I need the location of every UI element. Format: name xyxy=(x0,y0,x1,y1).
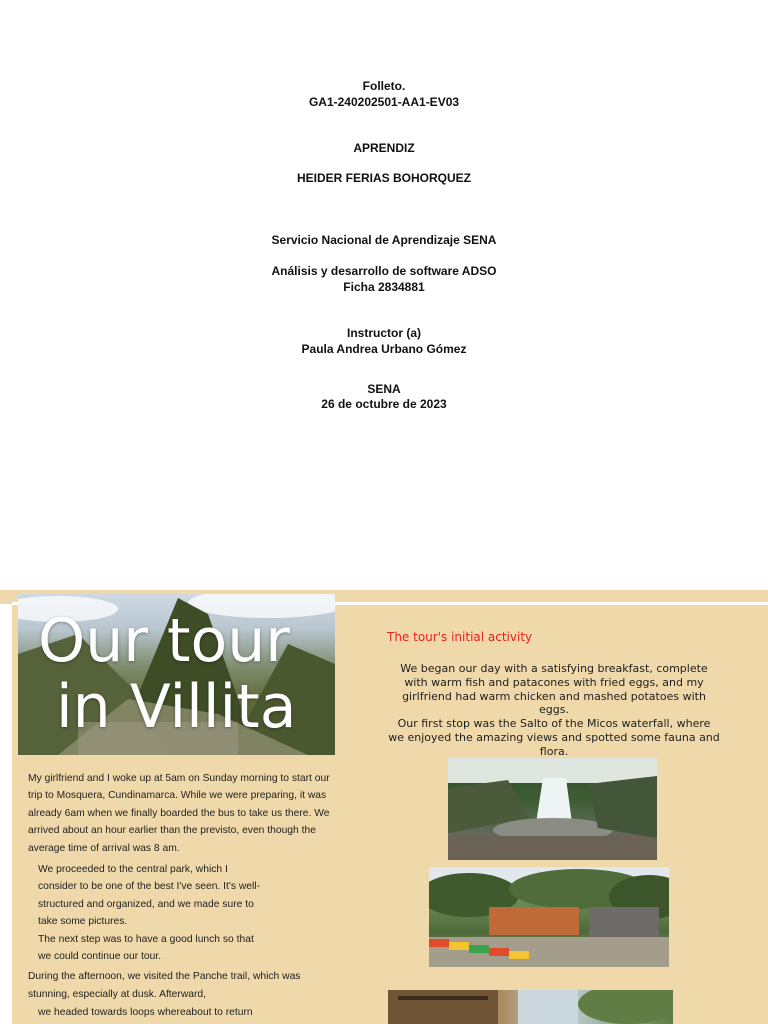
institution: Servicio Nacional de Aprendizaje SENA xyxy=(271,233,497,247)
hero-title-line2: in Villita xyxy=(56,672,297,742)
text-line: already 6am when we finally boarded the bus to take us there. We xyxy=(28,807,330,819)
left-paragraph-2 xyxy=(38,861,260,965)
text-line: arrived about an hour earlier than the previsto, even though the xyxy=(28,825,316,837)
doc-type: Folleto. xyxy=(362,79,406,93)
corner-mark xyxy=(0,594,10,604)
park-illustration xyxy=(429,867,669,967)
instructor-name: Paula Andrea Urbano Gómez xyxy=(301,342,467,356)
text-line: We proceeded to the central park, which I xyxy=(38,864,228,875)
brochure-page xyxy=(0,590,768,1024)
right-paragraph-2: Our first stop was the Salto of the Micos waterfall, where we enjoyed the amazing views and spotted some fauna and flora. xyxy=(388,717,720,758)
text-line: take some pictures. xyxy=(38,916,128,928)
role-label: APRENDIZ xyxy=(353,141,415,155)
ficha: Ficha 2834881 xyxy=(343,280,425,294)
hero-title-line1: Our tour xyxy=(38,606,290,676)
right-paragraph-1: We began our day with a satisfying breakfast, complete with warm fish and patacones with fried eggs, and my girlfriend had warm chicken and mashed potatoes with eggs. xyxy=(400,662,708,717)
text-line: structured and organized, and we made sure to xyxy=(38,898,254,910)
hero-image xyxy=(18,594,335,755)
waterfall-photo xyxy=(448,758,657,860)
trail-illustration xyxy=(388,990,673,1024)
text-line: trip to Mosquera, Cundinamarca. While we were preparing, it was xyxy=(28,790,327,802)
left-paragraph-3-line3: we headed towards loops whereabout to return xyxy=(38,1007,253,1018)
instructor-label: Instructor (a) xyxy=(346,326,421,340)
left-paragraph-3-line1: During the afternoon, we visited the Panche trail, which was xyxy=(28,971,301,982)
text-line: My girlfriend and I woke up at 5am on Sunday morning to start our xyxy=(28,773,330,784)
trail-photo xyxy=(388,990,673,1024)
organization: SENA xyxy=(367,382,401,396)
text-line: consider to be one of the best I've seen. It's well- xyxy=(38,881,261,893)
left-paragraph-1 xyxy=(28,770,330,857)
left-margin-bar xyxy=(0,604,12,1024)
text-line: average time of arrival was 8 am. xyxy=(28,842,180,854)
text-line: The next step was to have a good lunch so that xyxy=(38,933,254,945)
doc-code: GA1-240202501-AA1-EV03 xyxy=(308,95,460,109)
program: Análisis y desarrollo de software ADSO xyxy=(271,264,497,278)
park-photo xyxy=(429,867,669,967)
student-name: HEIDER FERIAS BOHORQUEZ xyxy=(296,171,471,185)
left-paragraph-3-line2: stunning, especially at dusk. Afterward, xyxy=(28,989,207,1000)
date: 26 de octubre de 2023 xyxy=(321,397,447,411)
waterfall-illustration xyxy=(448,758,657,860)
text-line: we could continue our tour. xyxy=(38,951,162,963)
section-heading: The tour's initial activity xyxy=(387,630,533,644)
right-paragraph xyxy=(388,662,720,759)
